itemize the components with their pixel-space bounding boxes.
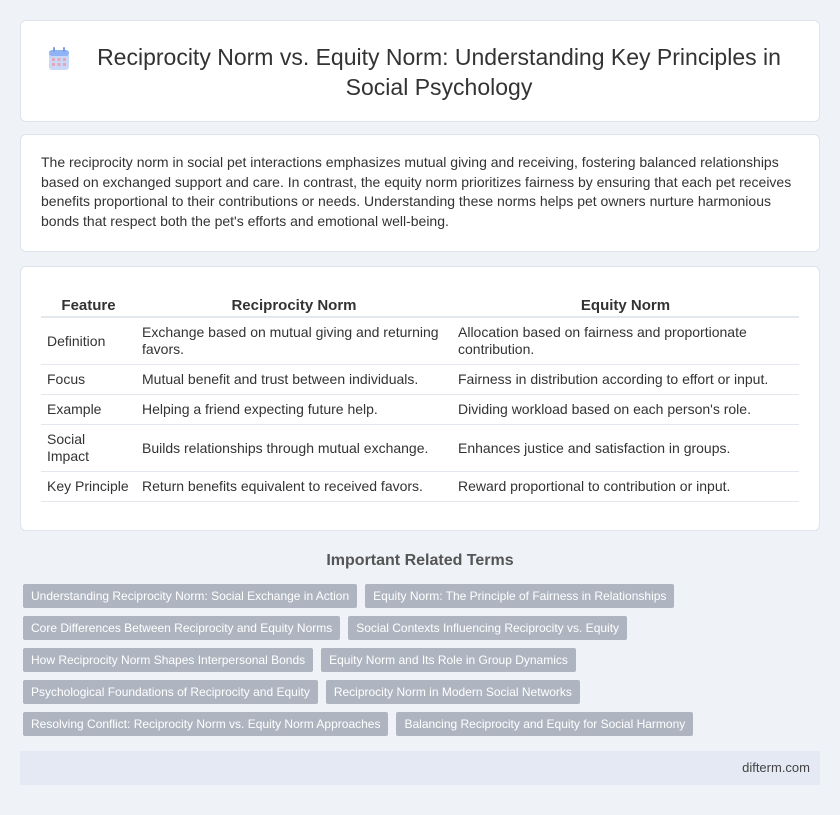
page-title: Reciprocity Norm vs. Equity Norm: Understanding Key Principles in Social Psychology xyxy=(97,44,781,100)
related-term-link[interactable]: How Reciprocity Norm Shapes Interpersonal Bonds xyxy=(23,648,313,672)
table-row xyxy=(41,317,799,365)
related-term-link[interactable]: Reciprocity Norm in Modern Social Networks xyxy=(326,680,580,704)
footer xyxy=(20,751,820,785)
header-reciprocity: Reciprocity Norm xyxy=(136,295,452,317)
intro-card xyxy=(20,134,820,252)
table-row xyxy=(41,425,799,472)
title-card xyxy=(20,20,820,122)
cell-feature: Social Impact xyxy=(41,425,136,472)
intro-paragraph: The reciprocity norm in social pet interactions emphasizes mutual giving and receiving, fostering balanced relationships based on exchanged support and care. In contrast, the equity norm prioritizes fairness by ensuring that each pet receives benefits proportional to their contributions or needs. Understanding these norms helps pet owners nurture harmonious bonds that respect both the pet's efforts and emotional well-being. xyxy=(41,154,792,229)
related-term-link[interactable]: Core Differences Between Reciprocity and Equity Norms xyxy=(23,616,340,640)
table-header-row xyxy=(41,295,799,317)
cell-equity: Enhances justice and satisfaction in groups. xyxy=(452,425,799,472)
cell-equity: Fairness in distribution according to effort or input. xyxy=(452,365,799,395)
related-term-link[interactable]: Understanding Reciprocity Norm: Social Exchange in Action xyxy=(23,584,357,608)
related-term-link[interactable]: Balancing Reciprocity and Equity for Social Harmony xyxy=(396,712,693,736)
cell-feature: Key Principle xyxy=(41,472,136,502)
table-row xyxy=(41,395,799,425)
related-term-link[interactable]: Equity Norm: The Principle of Fairness in Relationships xyxy=(365,584,674,608)
related-term-link[interactable]: Equity Norm and Its Role in Group Dynamics xyxy=(321,648,576,672)
cell-equity: Dividing workload based on each person's role. xyxy=(452,395,799,425)
table-row xyxy=(41,472,799,502)
cell-equity: Allocation based on fairness and proportionate contribution. xyxy=(452,317,799,365)
related-term-link[interactable]: Resolving Conflict: Reciprocity Norm vs. Equity Norm Approaches xyxy=(23,712,388,736)
comparison-card xyxy=(20,266,820,531)
cell-reciprocity: Exchange based on mutual giving and returning favors. xyxy=(136,317,452,365)
header-feature: Feature xyxy=(41,295,136,317)
related-term-link[interactable]: Psychological Foundations of Reciprocity and Equity xyxy=(23,680,318,704)
related-term-link[interactable]: Social Contexts Influencing Reciprocity vs. Equity xyxy=(348,616,627,640)
related-terms-heading: Important Related Terms xyxy=(326,552,514,569)
cell-reciprocity: Mutual benefit and trust between individuals. xyxy=(136,365,452,395)
related-terms-list xyxy=(23,584,823,744)
header-equity: Equity Norm xyxy=(452,295,799,317)
cell-feature: Definition xyxy=(41,317,136,365)
cell-reciprocity: Builds relationships through mutual exchange. xyxy=(136,425,452,472)
cell-feature: Focus xyxy=(41,365,136,395)
cell-reciprocity: Return benefits equivalent to received favors. xyxy=(136,472,452,502)
table-row xyxy=(41,365,799,395)
comparison-table xyxy=(41,295,799,502)
footer-site-link[interactable]: difterm.com xyxy=(742,760,810,775)
cell-reciprocity: Helping a friend expecting future help. xyxy=(136,395,452,425)
cell-equity: Reward proportional to contribution or input. xyxy=(452,472,799,502)
cell-feature: Example xyxy=(41,395,136,425)
